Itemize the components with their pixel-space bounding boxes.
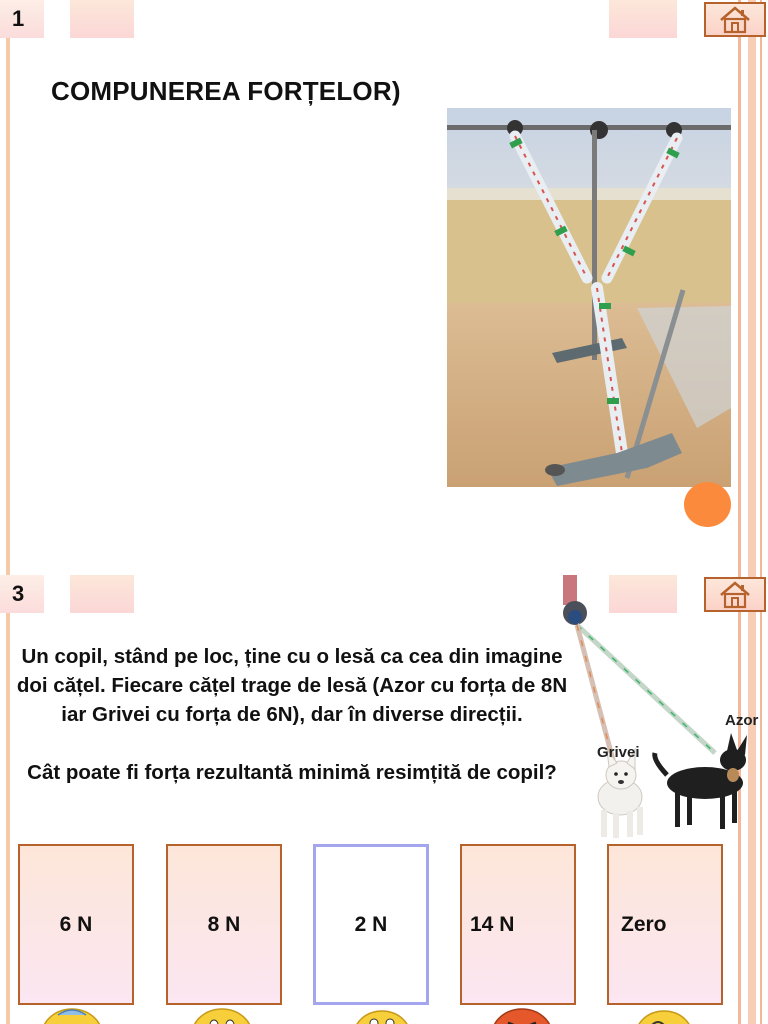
left-decor-bar — [6, 0, 10, 575]
emoji-face-icon — [632, 1005, 696, 1024]
emoji-face-icon — [490, 1005, 554, 1024]
slide-title: COMPUNEREA FORȚELOR) — [51, 76, 401, 106]
slide-3 — [0, 575, 768, 1024]
question-text — [6, 642, 578, 787]
answer-option-5[interactable]: Zero — [607, 844, 723, 1005]
question-prompt: Cât poate fi forța rezultantă minimă resimțită de copil? — [27, 761, 557, 784]
dogs-on-leash-illustration — [555, 575, 768, 843]
emoji-face-icon — [350, 1005, 414, 1024]
slide-number: 3 — [0, 575, 44, 613]
answer-option-3[interactable]: 2 N — [313, 844, 429, 1005]
dog-label-azor: Azor — [725, 712, 759, 729]
dog-label-grivei: Grivei — [597, 744, 640, 761]
slide-number: 1 — [0, 0, 44, 38]
right-decor-bar-wide — [748, 0, 756, 575]
orange-dot — [684, 482, 731, 527]
home-button[interactable] — [704, 2, 766, 37]
question-paragraph: Un copil, stând pe loc, ține cu o lesă ca cea din imagine doi cățel. Fiecare cățel trage de lesă (Azor cu forța de 8N iar Grivei cu forța de 6N), dar în diverse direcții. — [16, 645, 568, 726]
answer-option-1[interactable]: 6 N — [18, 844, 134, 1005]
emoji-face-icon — [190, 1005, 254, 1024]
answer-option-4[interactable]: 14 N — [460, 844, 576, 1005]
apparatus-photo — [447, 108, 731, 487]
header-tab — [70, 575, 134, 613]
header-tab — [609, 0, 677, 38]
header-tab — [70, 0, 134, 38]
right-decor-bar-thin — [760, 0, 762, 575]
home-icon — [719, 6, 751, 34]
answer-option-2[interactable]: 8 N — [166, 844, 282, 1005]
right-decor-bar — [738, 0, 741, 575]
emoji-face-icon — [40, 1005, 104, 1024]
